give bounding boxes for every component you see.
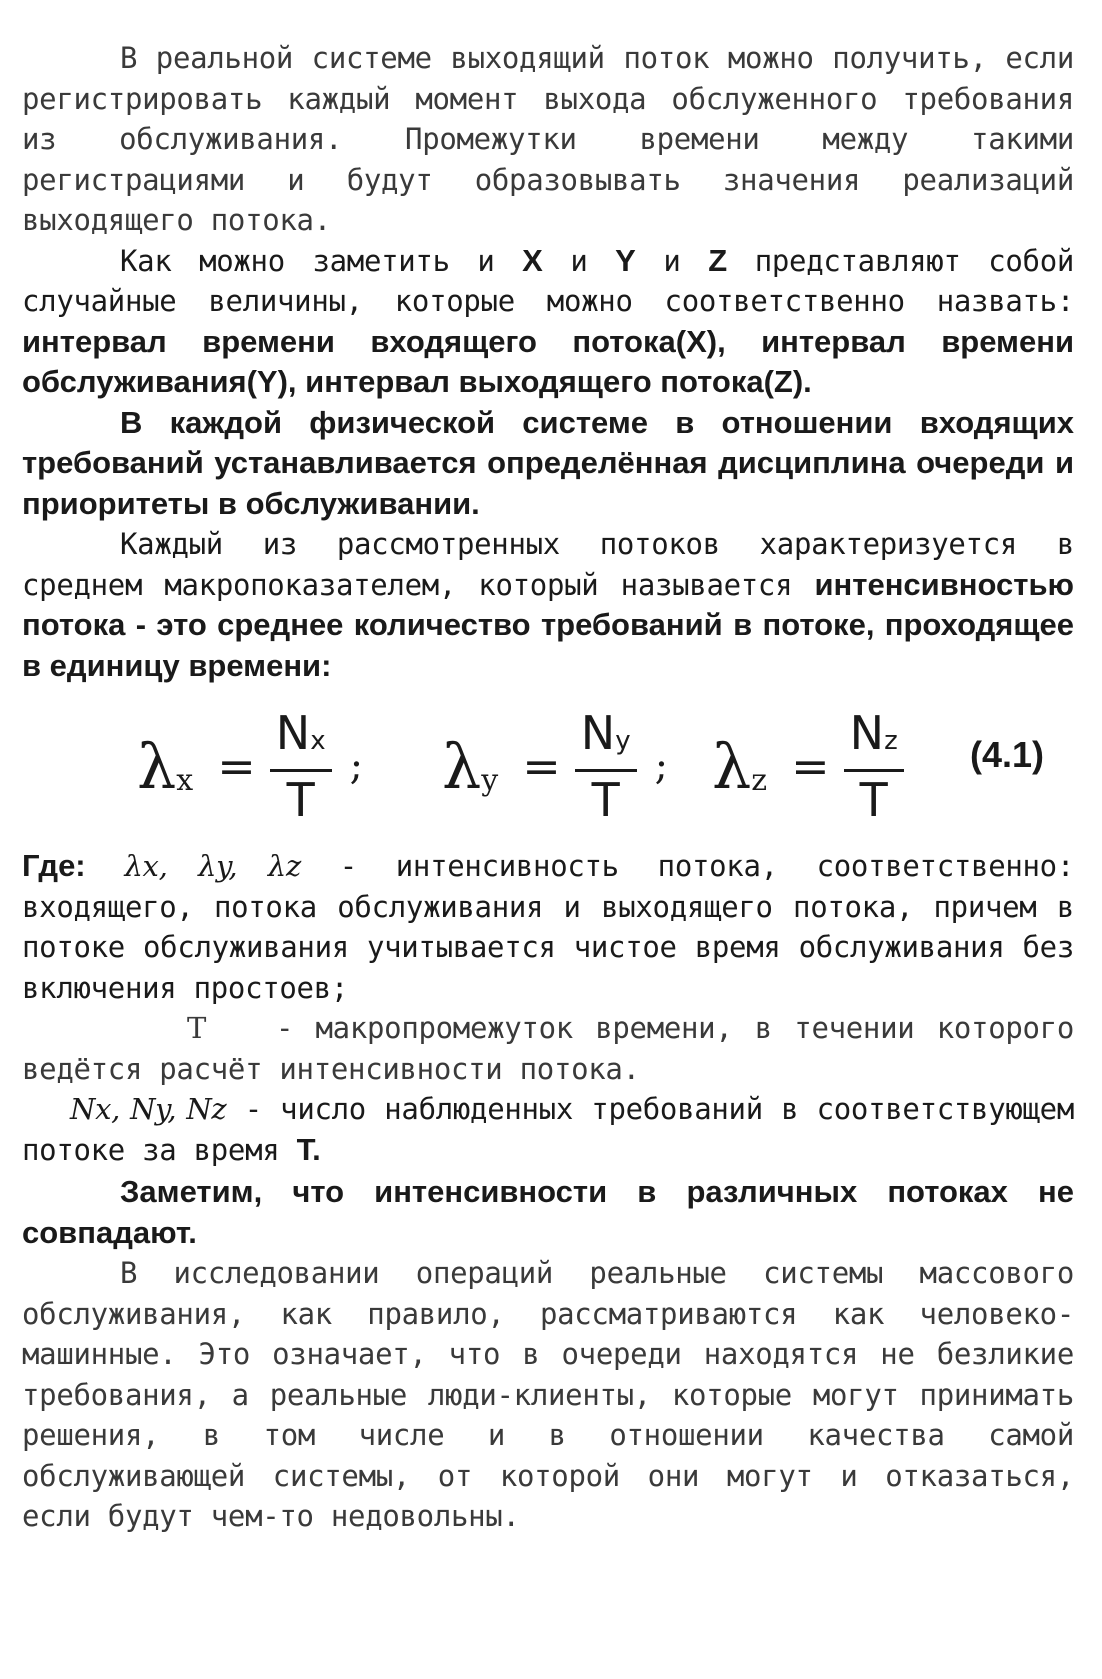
where-label: Где: <box>22 848 86 883</box>
denominator-t: T <box>591 772 620 827</box>
symbol-y: Y <box>615 242 636 278</box>
paragraph-t-definition <box>22 1008 1074 1089</box>
rv-bold-definitions: интервал времени входящего потока(X), интервал времени обслуживания(Y), интервал выходящего потока(Z). <box>22 323 1074 399</box>
paragraph-queue-discipline: В каждой физической системе в отношении входящих требований устанавливается определённая дисциплина очереди и приоритеты в обслуживании. <box>22 404 1074 521</box>
numerator-n: N <box>849 705 885 760</box>
formula-4-1 <box>22 704 1074 828</box>
rv-middle-text: представляют собой случайные величины, которые можно соответственно назвать: <box>22 243 1075 318</box>
formula-term-y <box>442 704 686 828</box>
intensity-intro-text: Каждый из рассмотренных потоков характеризуется в среднем макропоказателем, который называется <box>22 527 1074 602</box>
n-symbols: Nx, Ny, Nz <box>70 1092 227 1126</box>
separator: ; <box>654 743 669 789</box>
separator: ; <box>349 743 364 789</box>
n-definition-text: - число наблюденных требований в соответствующем потоке за время <box>22 1092 1074 1167</box>
formula-term-z <box>712 704 904 828</box>
formula-term-x <box>137 704 381 828</box>
paragraph-human-machine: В исследовании операций реальные системы массового обслуживания, как правило, рассматриваются как человеко-машинные. Это означает, что в очереди находятся не безликие требования, а реальные люди-клиенты, которые могут принимать решения, в том числе и в отношении качества самой обслуживающей системы, от которой они могут и отказаться, если будут чем-то недовольны. <box>22 1256 1074 1533</box>
paragraph-n-definition <box>22 1089 1074 1170</box>
equals-sign: = <box>791 739 830 793</box>
numerator-subscript-y: y <box>615 725 631 756</box>
lambda-symbol: λ <box>442 729 482 803</box>
rv-intro-text: Как можно заметить и <box>120 243 523 278</box>
symbol-t: T <box>187 1011 207 1045</box>
equation-number: (4.1) <box>969 734 1044 775</box>
paragraph-intensity <box>22 524 1074 686</box>
paragraph-output-flow: В реальной системе выходящий поток можно получить, если регистрировать каждый момент выхода обслуженного требования из обслуживания. Промежутки времени между такими регистрациями и будут образовывать значения реализаций выходящего потока. <box>22 41 1074 237</box>
paragraph-random-variables <box>22 241 1074 403</box>
lambda-symbols: λx, λy, λz <box>124 849 301 883</box>
lambda-symbol: λ <box>712 729 752 803</box>
lambda-subscript-y: y <box>481 762 499 798</box>
numerator-n: N <box>275 705 311 760</box>
t-definition-text: - макропромежуток времени, в течении которого ведётся расчёт интенсивности потока. <box>22 1011 1074 1086</box>
lambda-symbol: λ <box>137 729 177 803</box>
symbol-x: X <box>522 242 543 278</box>
paragraph-where-lambda <box>22 846 1074 1008</box>
n-definition-t: T. <box>296 1131 321 1167</box>
fraction-z <box>844 705 904 828</box>
rv-and-1: и <box>542 243 616 278</box>
denominator-t: T <box>859 772 888 827</box>
lambda-subscript-x: x <box>176 762 194 798</box>
equals-sign: = <box>217 739 256 793</box>
equals-sign: = <box>522 739 561 793</box>
where-lambda-text: - интенсивность потока, соответственно: входящего, потока обслуживания и выходящего потока, причем в потоке обслуживания учитывается чистое время обслуживания без включения простоев; <box>22 849 1074 1005</box>
fraction-y <box>575 705 637 828</box>
lambda-subscript-z: z <box>751 762 768 798</box>
paragraph-intensities-differ: Заметим, что интенсивности в различных потоках не совпадают. <box>22 1174 1074 1250</box>
rv-and-2: и <box>635 243 709 278</box>
numerator-n: N <box>580 705 616 760</box>
numerator-subscript-x: x <box>310 725 326 756</box>
numerator-subscript-z: z <box>884 725 898 756</box>
fraction-x <box>270 705 332 828</box>
denominator-t: T <box>286 772 315 827</box>
symbol-z: Z <box>708 242 728 278</box>
intensity-definition: интенсивностью потока - это среднее количество требований в потоке, проходящее в единицу времени: <box>22 566 1074 683</box>
